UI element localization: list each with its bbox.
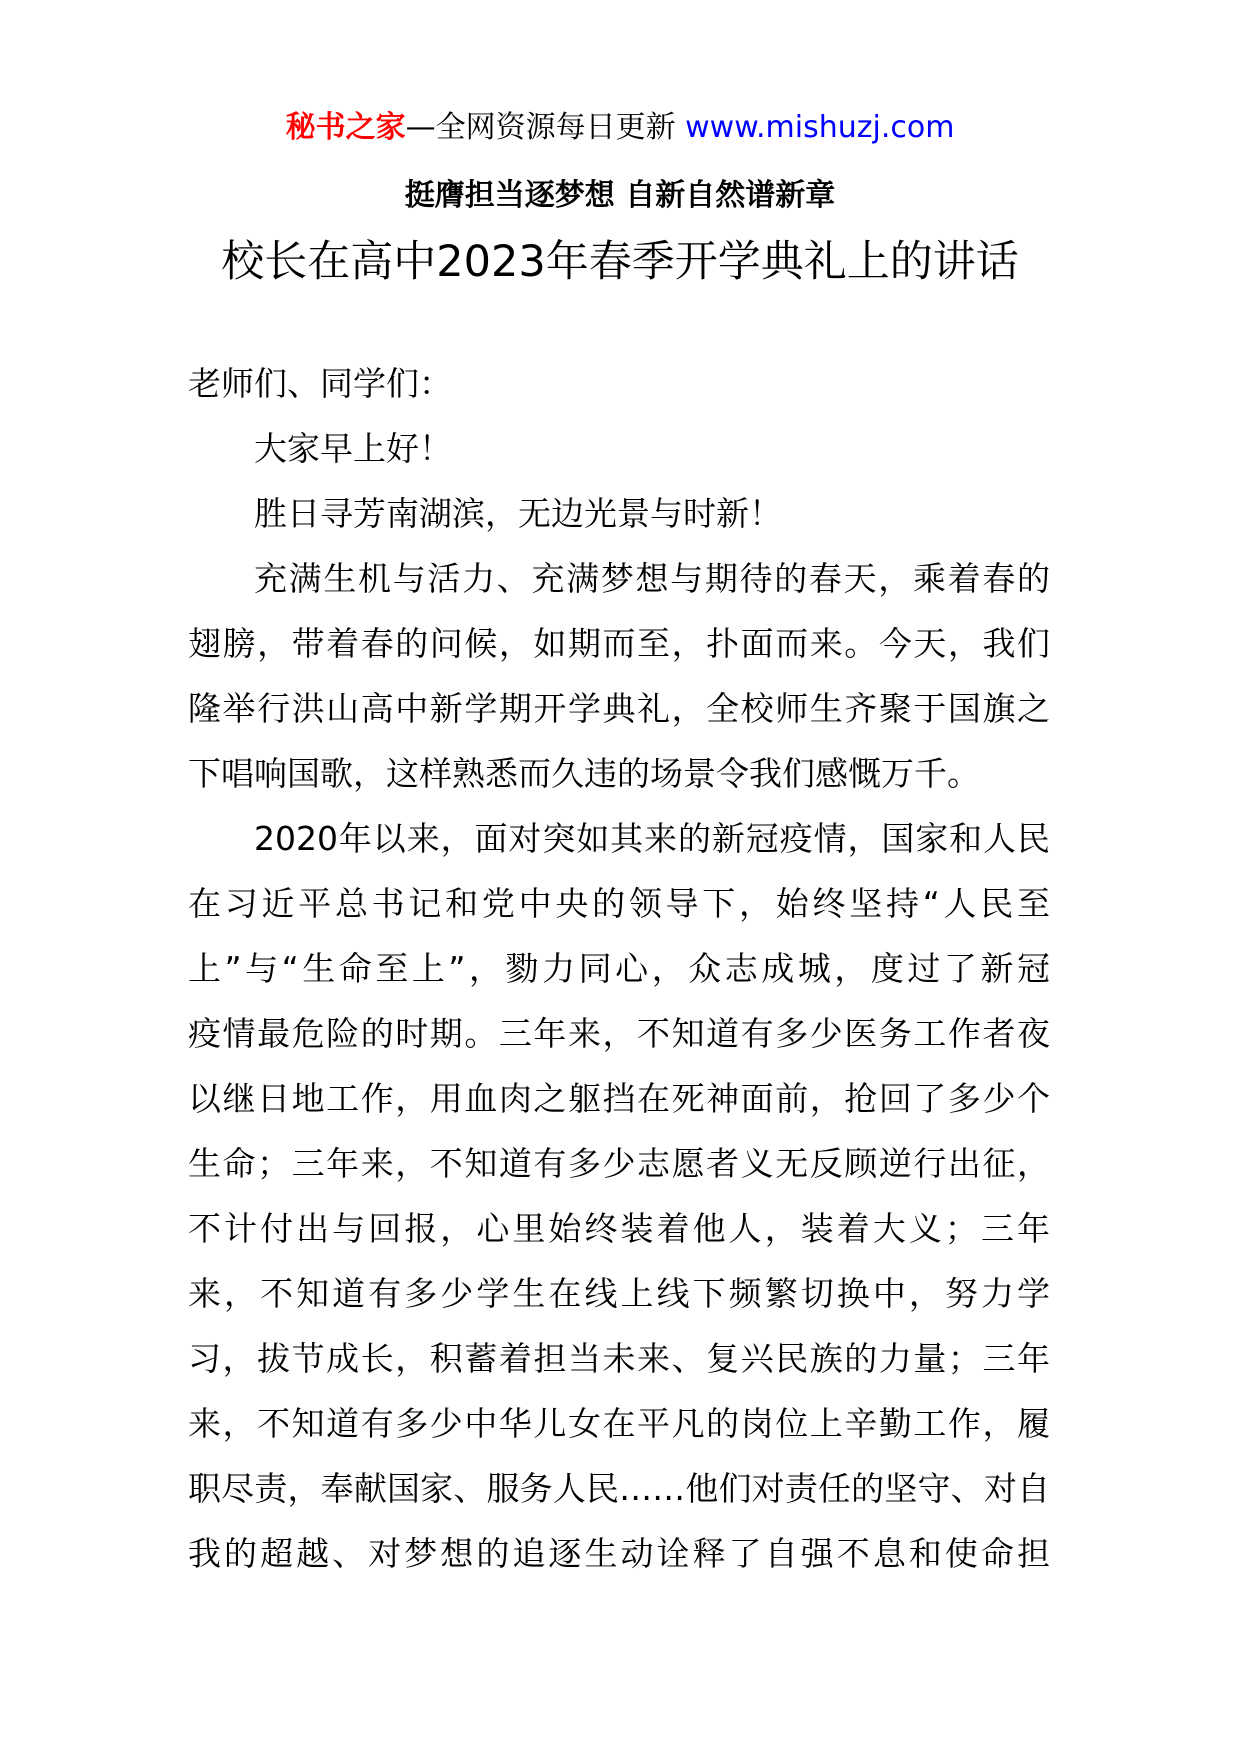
paragraph-line: 隆举行洪山高中新学期开学典礼，全校师生齐聚于国旗之 — [188, 689, 1050, 728]
paragraph-line: 来，不知道有多少中华儿女在平凡的岗位上辛勤工作，履 — [188, 1404, 1050, 1443]
paragraph-line: 上”与“生命至上”，勠力同心，众志成城，度过了新冠 — [188, 949, 1050, 988]
paragraph-line: 老师们、同学们： — [188, 364, 452, 403]
paragraph-line: 在习近平总书记和党中央的领导下，始终坚持“人民至 — [188, 884, 1050, 923]
paragraph-line: 胜日寻芳南湖滨，无边光景与时新！ — [254, 494, 782, 533]
paragraph-line: 疫情最危险的时期。三年来，不知道有多少医务工作者夜 — [188, 1014, 1050, 1053]
paragraph-line: 以继日地工作，用血肉之躯挡在死神面前，抢回了多少个 — [188, 1079, 1050, 1118]
paragraph-line: 2020年以来，面对突如其来的新冠疫情，国家和人民 — [254, 819, 1050, 858]
document-subtitle: 挺膺担当逐梦想 自新自然谱新章 — [404, 178, 836, 213]
paragraph-line: 不计付出与回报，心里始终装着他人，装着大义；三年 — [188, 1209, 1050, 1248]
document-title: 校长在高中2023年春季开学典礼上的讲话 — [221, 237, 1019, 287]
paragraph-line: 生命；三年来，不知道有多少志愿者义无反顾逆行出征， — [188, 1144, 1050, 1183]
paragraph-line: 职尽责，奉献国家、服务人民……他们对责任的坚守、对自 — [188, 1469, 1050, 1508]
watermark-header — [0, 102, 1240, 146]
paragraph-line: 翅膀，带着春的问候，如期而至，扑面而来。今天，我们 — [188, 624, 1050, 663]
paragraph-line: 下唱响国歌，这样熟悉而久违的场景令我们感慨万千。 — [188, 754, 980, 793]
paragraph-line: 充满生机与活力、充满梦想与期待的春天，乘着春的 — [254, 559, 1050, 598]
paragraph-line: 习，拔节成长，积蓄着担当未来、复兴民族的力量；三年 — [188, 1339, 1050, 1378]
paragraph-line: 来，不知道有多少学生在线上线下频繁切换中，努力学 — [188, 1274, 1050, 1313]
site-url-link[interactable]: www.mishuzj.com — [685, 110, 955, 145]
brand-name: 秘书之家 — [285, 110, 406, 145]
tagline: —全网资源每日更新 — [405, 110, 686, 145]
paragraph-line: 大家早上好！ — [254, 429, 452, 468]
paragraph-line: 我的超越、对梦想的追逐生动诠释了自强不息和使命担 — [188, 1534, 1050, 1573]
